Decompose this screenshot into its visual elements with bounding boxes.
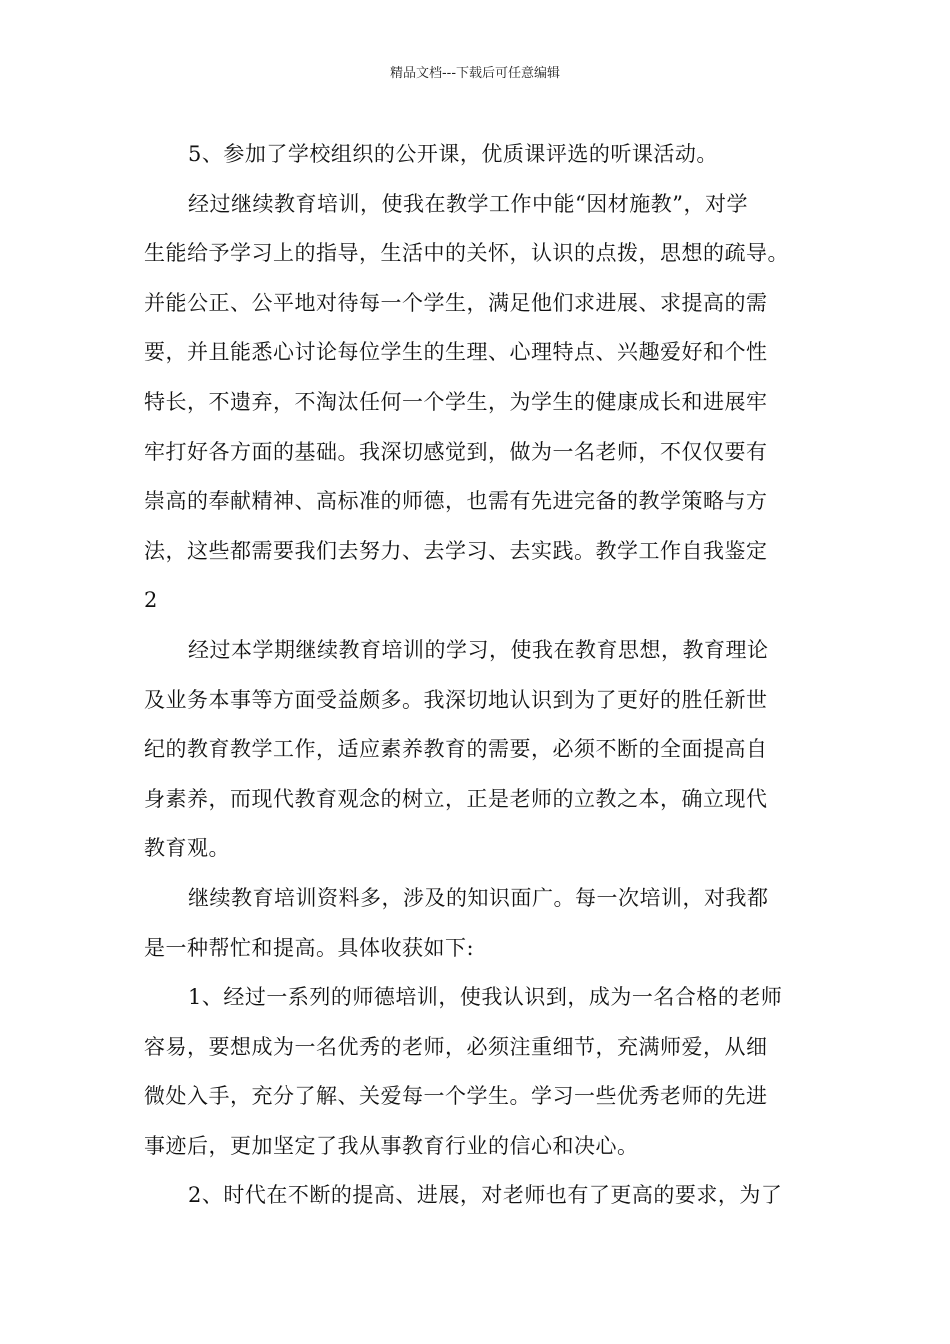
text-line: 特长，不遗弃，不淘汰任何一个学生，为学生的健康成长和进展牢 xyxy=(144,389,768,414)
text-line: 要，并且能悉心讨论每位学生的生理、心理特点、兴趣爱好和个性 xyxy=(144,340,768,365)
text-line: 5、参加了学校组织的公开课，优质课评选的听课活动。 xyxy=(188,142,718,166)
document-body xyxy=(144,130,824,1221)
text-line: 微处入手，充分了解、关爱每一个学生。学习一些优秀老师的先进 xyxy=(144,1084,768,1109)
text-line: 经过本学期继续教育培训的学习，使我在教育思想，教育理论 xyxy=(188,637,769,662)
text-line: 纪的教育教学工作，适应素养教育的需要，必须不断的全面提高自 xyxy=(144,737,768,762)
text-line: 继续教育培训资料多，涉及的知识面广。每一次培训，对我都 xyxy=(188,885,769,910)
text-line: 教育观。 xyxy=(144,836,230,861)
text-line: 2、时代在不断的提高、进展，对老师也有了更高的要求，为了 xyxy=(188,1183,783,1208)
text-line: 身素养，而现代教育观念的树立，正是老师的立教之本，确立现代 xyxy=(144,786,768,811)
text-line: 1、经过一系列的师德培训，使我认识到，成为一名合格的老师 xyxy=(188,985,783,1010)
page-header: 精品文档---下载后可任意编辑 xyxy=(389,66,561,81)
text-line: 及业务本事等方面受益颇多。我深切地认识到为了更好的胜任新世 xyxy=(144,687,768,712)
text-line: 崇高的奉献精神、高标准的师德，也需有先进完备的教学策略与方 xyxy=(144,489,768,514)
text-line: 并能公正、公平地对待每一个学生，满足他们求进展、求提高的需 xyxy=(144,290,768,315)
text-line: 牢打好各方面的基础。我深切感觉到，做为一名老师，不仅仅要有 xyxy=(144,439,768,464)
text-line: 容易，要想成为一名优秀的老师，必须注重细节，充满师爱，从细 xyxy=(144,1034,768,1059)
text-line: 是一种帮忙和提高。具体收获如下: xyxy=(144,935,475,960)
text-line: 生能给予学习上的指导，生活中的关怀，认识的点拨，思想的疏导。 xyxy=(144,241,789,266)
text-line: 法，这些都需要我们去努力、去学习、去实践。教学工作自我鉴定 xyxy=(144,538,768,563)
text-line: 经过继续教育培训，使我在教学工作中能“因材施教”，对学 xyxy=(188,191,748,216)
text-line: 2 xyxy=(144,588,158,613)
text-line: 事迹后，更加坚定了我从事教育行业的信心和决心。 xyxy=(144,1133,639,1158)
